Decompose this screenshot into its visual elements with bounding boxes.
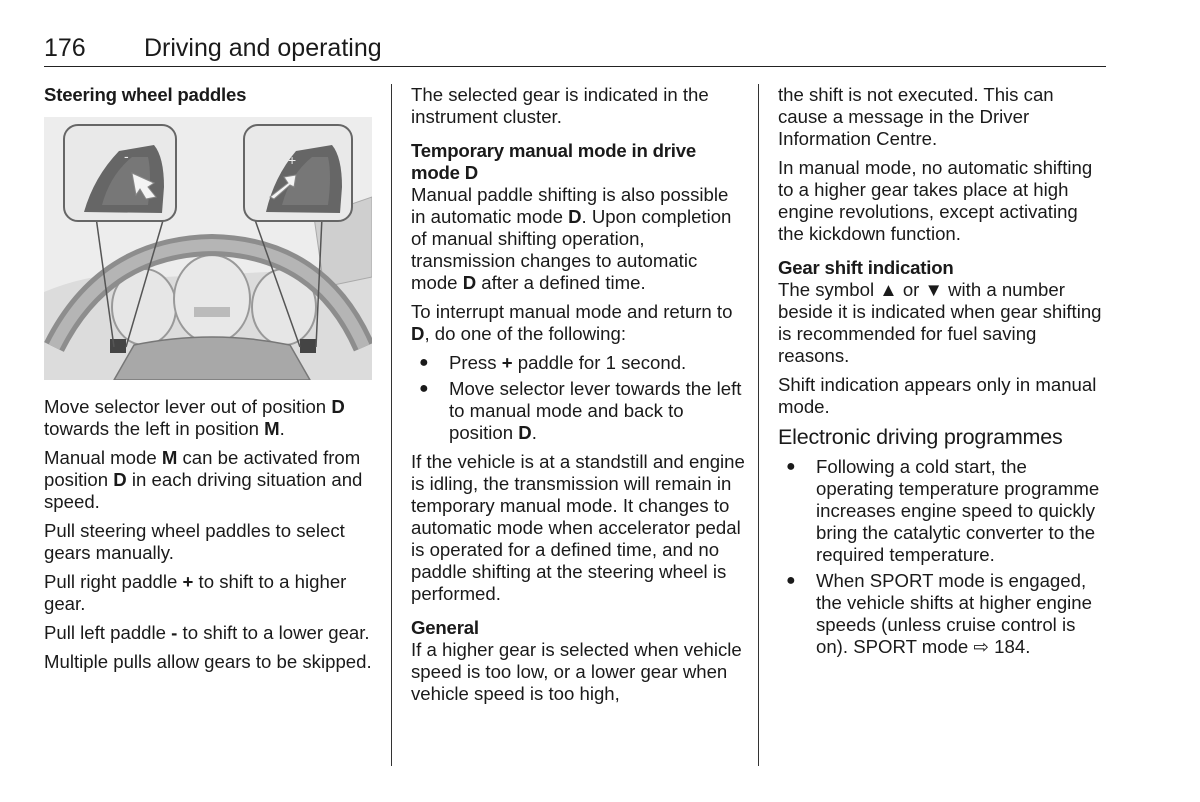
paragraph: Pull right paddle + to shift to a higher gear. <box>44 571 347 614</box>
section-heading: Steering wheel paddles <box>44 84 247 105</box>
minus-label: - <box>124 148 129 164</box>
column-3 <box>778 84 1108 665</box>
column-2 <box>411 84 747 712</box>
section-heading: Temporary manual mode in drive mode D <box>411 140 697 183</box>
bullet-icon: ● <box>419 380 429 397</box>
paragraph: The symbol ▲ or ▼ with a number beside it is indicated when gear shifting is recommended for fuel saving reasons. <box>778 279 1102 366</box>
list-item: ● Move selector lever towards the left to manual mode and back to position D. <box>419 378 742 443</box>
bullet-icon: ● <box>419 354 429 371</box>
column-1 <box>44 84 378 680</box>
paragraph: If the vehicle is at a standstill and engine is idling, the transmission will remain in temporary manual mode. It changes to automatic mode when accelerator pedal is operated for a defined time, and no paddle shifting at the steering wheel is performed. <box>411 451 745 604</box>
paragraph: In manual mode, no automatic shifting to a higher gear takes place at high engine revolutions, except activating the kickdown function. <box>778 157 1093 244</box>
list-item: ● Press + paddle for 1 second. <box>419 352 687 373</box>
section-heading: Electronic driving programmes <box>778 425 1063 449</box>
paragraph: the shift is not executed. This can cause a message in the Driver Information Centre. <box>778 84 1054 149</box>
paragraph: To interrupt manual mode and return to D, do one of the following: <box>411 301 733 344</box>
plus-label: + <box>288 152 297 168</box>
paragraph: Manual paddle shifting is also possible in automatic mode D. Upon completion of manual shifting operation, transmission changes to automatic mode D after a defined time. <box>411 184 732 293</box>
paragraph: Move selector lever out of position D towards the left in position M. <box>44 396 345 439</box>
paragraph: The selected gear is indicated in the instrument cluster. <box>411 84 709 127</box>
section-heading: Gear shift indication <box>778 257 954 278</box>
page-number: 176 <box>44 34 86 62</box>
column-divider <box>391 84 392 766</box>
chapter-title: Driving and operating <box>144 34 382 62</box>
paragraph: Manual mode M can be activated from position D in each driving situation and speed. <box>44 447 363 512</box>
paragraph: If a higher gear is selected when vehicle speed is too low, or a lower gear when vehicle speed is too high, <box>411 639 742 704</box>
column-divider <box>758 84 759 766</box>
paragraph: Pull steering wheel paddles to select gears manually. <box>44 520 345 563</box>
steering-wheel-paddles-figure <box>44 117 372 380</box>
paragraph: Multiple pulls allow gears to be skipped. <box>44 651 372 672</box>
page-header <box>44 34 1106 67</box>
list-item: ● When SPORT mode is engaged, the vehicle shifts at higher engine speeds (unless cruise control is on). SPORT mode ⇨ 184. <box>786 570 1092 657</box>
bullet-list <box>778 456 1108 658</box>
bullet-icon: ● <box>786 458 796 475</box>
paragraph: Shift indication appears only in manual mode. <box>778 374 1097 417</box>
bullet-icon: ● <box>786 572 796 589</box>
list-item: ● Following a cold start, the operating temperature programme increases engine speed to quickly bring the catalytic converter to the required temperature. <box>786 456 1100 565</box>
section-heading: General <box>411 617 479 638</box>
bullet-list <box>411 352 747 444</box>
paragraph: Pull left paddle - to shift to a lower gear. <box>44 622 370 643</box>
